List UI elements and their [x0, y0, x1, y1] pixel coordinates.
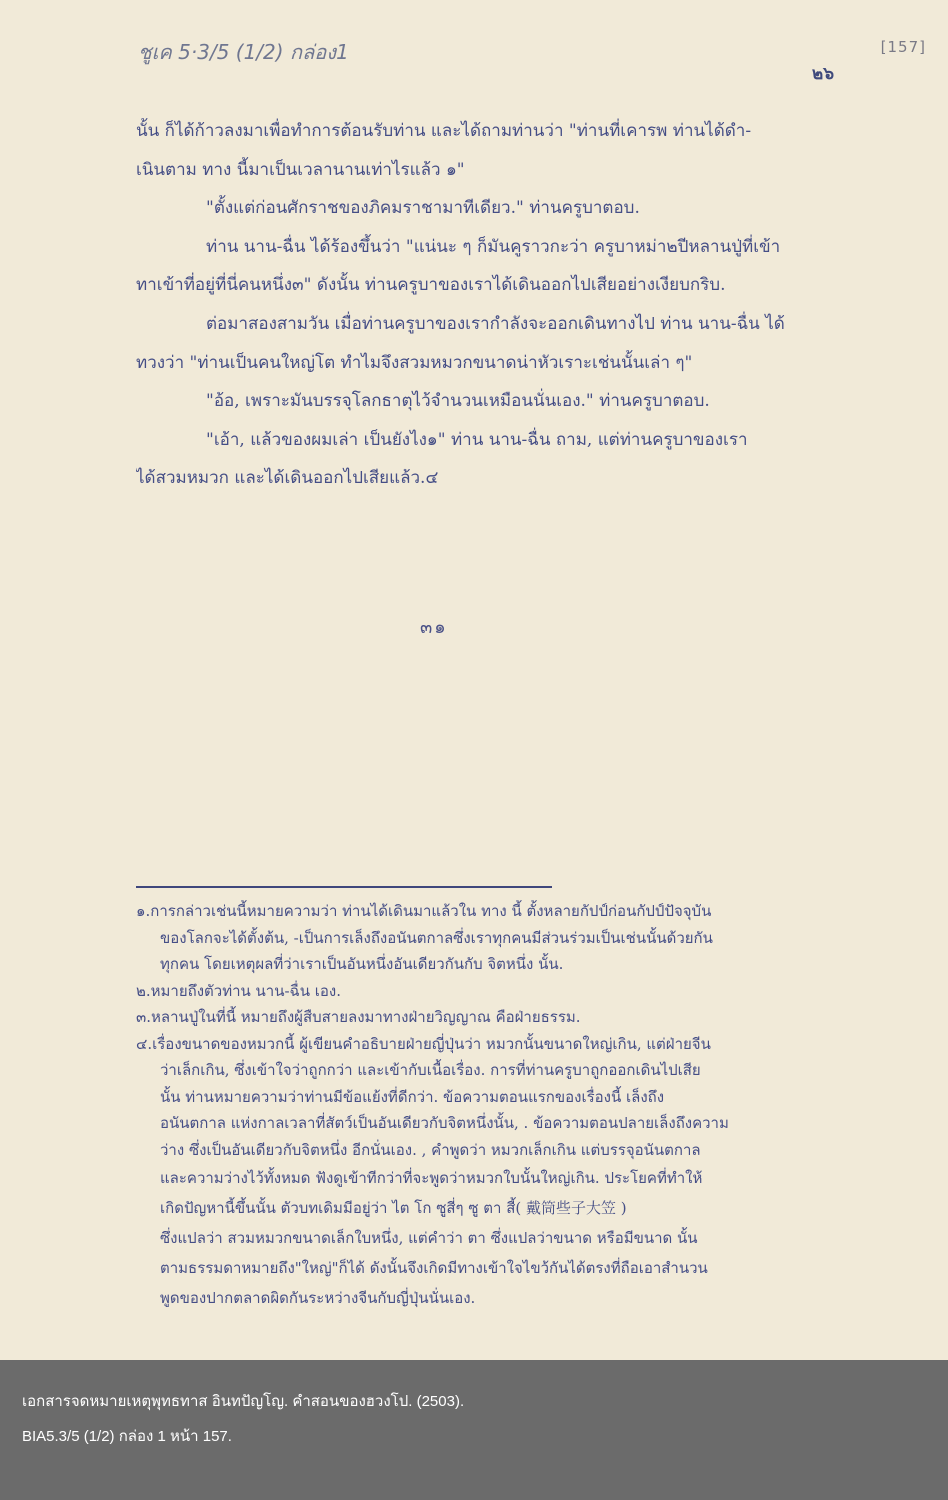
footnote-line: ของโลกจะได้ตั้งต้น, -เป็นการเล็งถึงอนันตกาลซึ่งเราทุกคนมีส่วนร่วมเป็นเช่นนั้นด้วยกัน	[160, 928, 713, 947]
body-line: ทาเข้าที่อยู่ที่นี่คนหนึ่ง๓" ดังนั้น ท่านครูบาของเราได้เดินออกไปเสียอย่างเงียบกริบ.	[136, 275, 726, 296]
footnote-line: เกิดปัญหานี้ขึ้นนั้น ตัวบทเดิมมีอยู่ว่า ไต โก ซูสี่ๆ ซู ตา สี้( 戴筒些子大笠 )	[160, 1199, 627, 1217]
footnote-line: ว่าง ซึ่งเป็นอันเดียวกับจิตหนึ่ง อีกนั่นเอง. , คำพูดว่า หมวกเล็กเกิน แต่บรรจุอนันตกาล	[160, 1140, 701, 1159]
footnote-line: ทุกคน โดยเหตุผลที่ว่าเราเป็นอันหนึ่งอันเดียวกันกับ จิตหนึ่ง นั้น.	[160, 955, 564, 973]
footnote-line: ๒.หมายถึงตัวท่าน นาน-ฉื่น เอง.	[136, 981, 342, 1000]
body-line: ต่อมาสองสามวัน เมื่อท่านครูบาของเรากำลังจะออกเดินทางไป ท่าน นาน-ฉื่น ได้	[206, 313, 785, 334]
body-text	[136, 112, 896, 498]
footnote-line: พูดของปากตลาดผิดกันระหว่างจีนกับญี่ปุ่นนั่นเอง.	[160, 1289, 476, 1307]
footnote-line: ๓.หลานปู่ในที่นี้ หมายถึงผู้สืบสายลงมาทางฝ่ายวิญญาณ คือฝ่ายธรรม.	[136, 1008, 581, 1026]
stamped-page-number: [157]	[880, 38, 926, 56]
footnote-line: นั้น ท่านหมายความว่าท่านมีข้อแย้งที่ดีกว่า. ข้อความตอนแรกของเรื่องนี้ เล็งถึง	[160, 1087, 665, 1106]
footnote-line: อนันตกาล แห่งกาลเวลาที่สัตว์เป็นอันเดียวกับจิตหนึ่งนั้น, . ข้อความตอนปลายเล็งถึงความ	[160, 1114, 729, 1132]
body-line: ทวงว่า "ท่านเป็นคนใหญ่โต ทำไมจึงสวมหมวกขนาดน่าหัวเราะเช่นนั้นเล่า ๆ"	[136, 352, 693, 373]
archive-caption	[0, 1360, 948, 1500]
footnote-line: ซึ่งแปลว่า สวมหมวกขนาดเล็กใบหนึ่ง, แต่คำว่า ตา ซึ่งแปลว่าขนาด หรือมีขนาด นั้น	[160, 1229, 698, 1247]
body-line: นั้น ก็ได้ก้าวลงมาเพื่อทำการต้อนรับท่าน และได้ถามท่านว่า "ท่านที่เคารพ ท่านได้ดำ-	[136, 121, 752, 141]
footnote-line: ตามธรรมดาหมายถึง"ใหญ่"ก็ได้ ดังนั้นจึงเกิดมีทางเข้าใจไขว้กันได้ตรงที่ถือเอาสำนวน	[160, 1259, 708, 1277]
caption-title: เอกสารจดหมายเหตุพุทธทาส อินทปัญโญ. คำสอนของฮวงโป. (2503).	[22, 1393, 465, 1410]
body-line: ท่าน นาน-ฉื่น ได้ร้องขึ้นว่า "แน่นะ ๆ ก็มันคูราวกะว่า ครูบาหม่า๒ปีหลานปู่ที่เข้า	[206, 236, 781, 257]
body-line: "เอ้า, แล้วของผมเล่า เป็นยังไง๑" ท่าน นาน-ฉื่น ถาม, แต่ท่านครูบาของเรา	[206, 429, 748, 450]
footnote-line: และความว่างไว้ทั้งหมด ฟังดูเข้าทีกว่าที่จะพูดว่าหมวกใบนั้นใหญ่เกิน. ประโยคที่ทำให้	[160, 1169, 703, 1187]
body-line: "ตั้งแต่ก่อนศักราชของภิคมราชามาทีเดียว." ท่านครูบาตอบ.	[206, 198, 640, 219]
footnote-line: ๑.การกล่าวเช่นนี้หมายความว่า ท่านได้เดินมาแล้วใน ทาง นี้ ตั้งหลายกัปป์ก่อนกัปป์ปัจจุบัน	[136, 902, 712, 920]
handwritten-reference: ชูเค 5·3/5 (1/2) กล่อง1	[138, 40, 349, 64]
footnote-line: ว่าเล็กเกิน, ซึ่งเข้าใจว่าถูกกว่า และเข้ากับเนื้อเรื่อง. การที่ท่านครูบาถูกออกเดินไปเสีย	[160, 1061, 701, 1079]
body-line: เนินตาม ทาง นี้มาเป็นเวลานานเท่าไรแล้ว ๑"	[136, 159, 465, 180]
footnote-line: ๔.เรื่องขนาดของหมวกนี้ ผู้เขียนคำอธิบายฝ่ายญี่ปุ่นว่า หมวกนั้นขนาดใหญ่เกิน, แต่ฝ่ายจีน	[136, 1034, 711, 1053]
footnotes	[136, 898, 912, 1313]
typed-page-number: ๒๖	[812, 64, 834, 84]
footnote-divider	[136, 886, 552, 888]
caption-reference: BIA5.3/5 (1/2) กล่อง 1 หน้า 157.	[22, 1428, 232, 1445]
section-separator: ๓๑	[420, 617, 448, 638]
body-line: ได้สวมหมวก และได้เดินออกไปเสียแล้ว.๔	[136, 468, 439, 489]
body-line: "อ้อ, เพราะมันบรรจุโลกธาตุไว้จำนวนเหมือนนั่นเอง." ท่านครูบาตอบ.	[206, 391, 710, 412]
